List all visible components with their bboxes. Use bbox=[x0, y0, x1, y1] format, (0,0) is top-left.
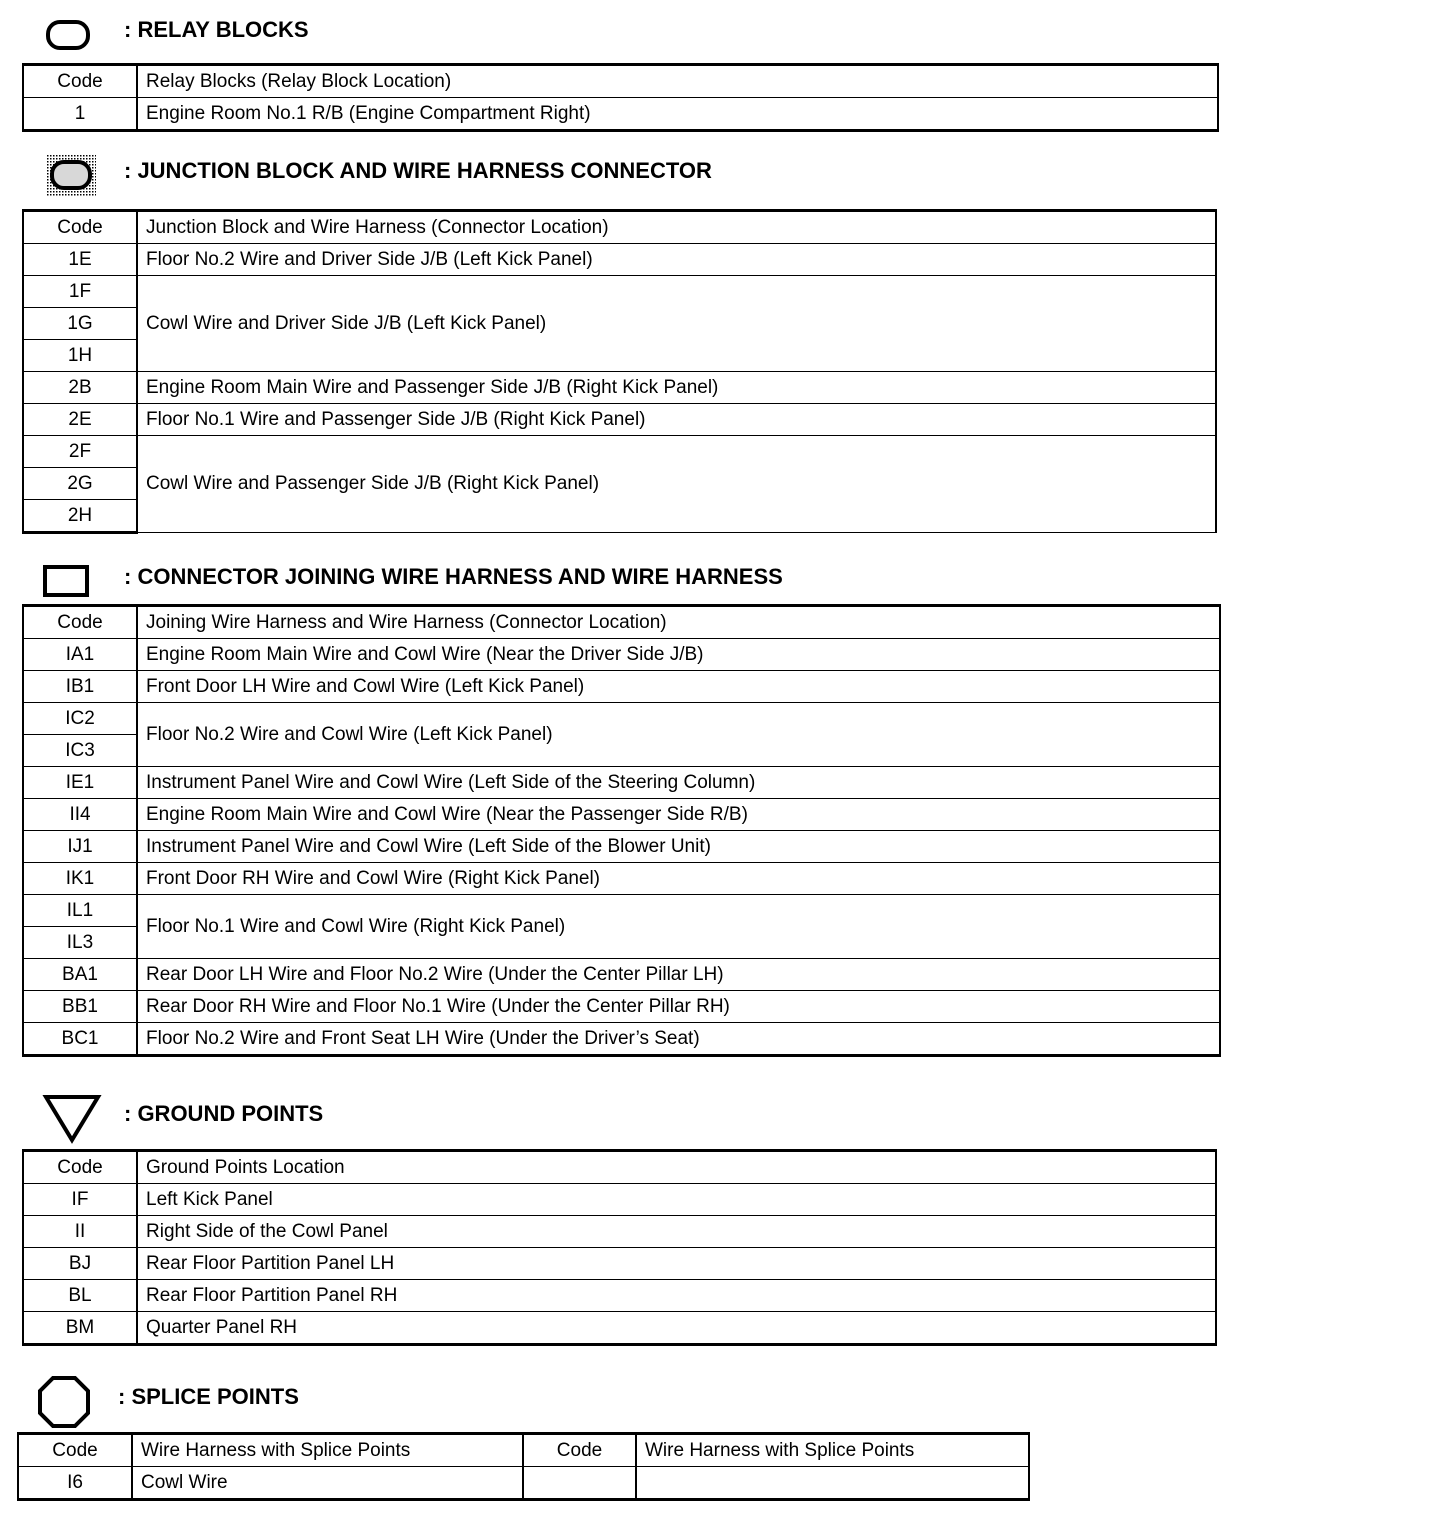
description-cell: Right Side of the Cowl Panel bbox=[137, 1216, 1216, 1248]
header-description: Junction Block and Wire Harness (Connector Location) bbox=[137, 211, 1216, 244]
ground-point-symbol-icon bbox=[42, 1093, 102, 1145]
table-row bbox=[23, 831, 1220, 863]
table-row bbox=[23, 959, 1220, 991]
table-row bbox=[23, 1023, 1220, 1056]
header-description: Wire Harness with Splice Points bbox=[132, 1434, 523, 1467]
header-code: Code bbox=[23, 1151, 137, 1184]
header-code: Code bbox=[18, 1434, 132, 1467]
table-row bbox=[23, 244, 1216, 276]
junction-block-title: : JUNCTION BLOCK AND WIRE HARNESS CONNECTOR bbox=[124, 158, 712, 183]
description-cell: Rear Floor Partition Panel LH bbox=[137, 1248, 1216, 1280]
code-cell: II4 bbox=[23, 799, 137, 831]
header-code: Code bbox=[23, 606, 137, 639]
code-cell: IE1 bbox=[23, 767, 137, 799]
description-cell: Rear Door RH Wire and Floor No.1 Wire (Under the Center Pillar RH) bbox=[137, 991, 1220, 1023]
code-cell: IL1 bbox=[23, 895, 137, 927]
code-cell: IK1 bbox=[23, 863, 137, 895]
code-cell: 1H bbox=[23, 340, 137, 372]
relay-blocks-table bbox=[22, 63, 1219, 132]
table-header-row bbox=[23, 606, 1220, 639]
code-cell: 1E bbox=[23, 244, 137, 276]
code-cell: IB1 bbox=[23, 671, 137, 703]
code-cell: IC2 bbox=[23, 703, 137, 735]
table-row bbox=[23, 767, 1220, 799]
table-row bbox=[23, 1312, 1216, 1345]
header-description: Ground Points Location bbox=[137, 1151, 1216, 1184]
description-cell: Rear Door LH Wire and Floor No.2 Wire (Under the Center Pillar LH) bbox=[137, 959, 1220, 991]
description-cell: Instrument Panel Wire and Cowl Wire (Left Side of the Blower Unit) bbox=[137, 831, 1220, 863]
table-row bbox=[23, 372, 1216, 404]
code-cell: BA1 bbox=[23, 959, 137, 991]
table-header-row bbox=[23, 211, 1216, 244]
header-description: Relay Blocks (Relay Block Location) bbox=[137, 65, 1218, 98]
description-cell: Quarter Panel RH bbox=[137, 1312, 1216, 1345]
table-row bbox=[23, 991, 1220, 1023]
table-header-row bbox=[23, 65, 1218, 98]
code-cell: IA1 bbox=[23, 639, 137, 671]
code-cell: BB1 bbox=[23, 991, 137, 1023]
code-cell bbox=[523, 1467, 636, 1500]
description-cell: Front Door RH Wire and Cowl Wire (Right Kick Panel) bbox=[137, 863, 1220, 895]
description-cell: Floor No.2 Wire and Driver Side J/B (Left Kick Panel) bbox=[137, 244, 1216, 276]
description-cell: Front Door LH Wire and Cowl Wire (Left Kick Panel) bbox=[137, 671, 1220, 703]
description-cell: Left Kick Panel bbox=[137, 1184, 1216, 1216]
description-cell: Engine Room No.1 R/B (Engine Compartment Right) bbox=[137, 98, 1218, 131]
code-cell: BM bbox=[23, 1312, 137, 1345]
junction-block-symbol-icon bbox=[44, 152, 98, 198]
header-code: Code bbox=[23, 211, 137, 244]
table-row bbox=[23, 671, 1220, 703]
splice-point-symbol-icon bbox=[36, 1374, 92, 1430]
code-cell: I6 bbox=[18, 1467, 132, 1500]
description-cell: Cowl Wire and Driver Side J/B (Left Kick Panel) bbox=[137, 276, 1216, 372]
table-row bbox=[23, 1280, 1216, 1312]
description-cell: Floor No.2 Wire and Front Seat LH Wire (Under the Driver’s Seat) bbox=[137, 1023, 1220, 1056]
table-row bbox=[23, 98, 1218, 131]
ground-points-title: : GROUND POINTS bbox=[124, 1101, 324, 1126]
description-cell: Rear Floor Partition Panel RH bbox=[137, 1280, 1216, 1312]
description-cell: Engine Room Main Wire and Cowl Wire (Near the Passenger Side R/B) bbox=[137, 799, 1220, 831]
relay-block-symbol-icon bbox=[44, 18, 92, 52]
description-cell: Cowl Wire and Passenger Side J/B (Right Kick Panel) bbox=[137, 436, 1216, 533]
description-cell: Engine Room Main Wire and Passenger Side J/B (Right Kick Panel) bbox=[137, 372, 1216, 404]
description-cell bbox=[636, 1467, 1029, 1500]
connector-table bbox=[22, 604, 1221, 1057]
description-cell: Instrument Panel Wire and Cowl Wire (Left Side of the Steering Column) bbox=[137, 767, 1220, 799]
relay-blocks-title: : RELAY BLOCKS bbox=[124, 17, 309, 42]
code-cell: IJ1 bbox=[23, 831, 137, 863]
code-cell: IF bbox=[23, 1184, 137, 1216]
code-cell: 2E bbox=[23, 404, 137, 436]
code-cell: 2G bbox=[23, 468, 137, 500]
table-row bbox=[23, 436, 1216, 468]
code-cell: BL bbox=[23, 1280, 137, 1312]
header-code: Code bbox=[23, 65, 137, 98]
table-row bbox=[23, 703, 1220, 735]
description-cell: Floor No.1 Wire and Cowl Wire (Right Kick Panel) bbox=[137, 895, 1220, 959]
code-cell: 1G bbox=[23, 308, 137, 340]
code-cell: BJ bbox=[23, 1248, 137, 1280]
table-row bbox=[23, 639, 1220, 671]
code-cell: 2B bbox=[23, 372, 137, 404]
table-row bbox=[18, 1467, 1029, 1500]
code-cell: IL3 bbox=[23, 927, 137, 959]
description-cell: Floor No.2 Wire and Cowl Wire (Left Kick Panel) bbox=[137, 703, 1220, 767]
header-description: Wire Harness with Splice Points bbox=[636, 1434, 1029, 1467]
connector-symbol-icon bbox=[42, 563, 90, 599]
table-row bbox=[23, 1248, 1216, 1280]
header-code: Code bbox=[523, 1434, 636, 1467]
table-header-row bbox=[18, 1434, 1029, 1467]
table-row bbox=[23, 404, 1216, 436]
code-cell: II bbox=[23, 1216, 137, 1248]
ground-points-table bbox=[22, 1149, 1217, 1346]
table-row bbox=[23, 895, 1220, 927]
description-cell: Floor No.1 Wire and Passenger Side J/B (Right Kick Panel) bbox=[137, 404, 1216, 436]
junction-block-table bbox=[22, 209, 1217, 534]
code-cell: IC3 bbox=[23, 735, 137, 767]
table-row bbox=[23, 276, 1216, 308]
code-cell: 2H bbox=[23, 500, 137, 533]
code-cell: 1F bbox=[23, 276, 137, 308]
table-header-row bbox=[23, 1151, 1216, 1184]
table-row bbox=[23, 1184, 1216, 1216]
splice-points-table bbox=[17, 1432, 1030, 1501]
connector-title: : CONNECTOR JOINING WIRE HARNESS AND WIRE HARNESS bbox=[124, 564, 783, 589]
splice-points-title: : SPLICE POINTS bbox=[118, 1384, 299, 1409]
table-row bbox=[23, 799, 1220, 831]
code-cell: 1 bbox=[23, 98, 137, 131]
description-cell: Cowl Wire bbox=[132, 1467, 523, 1500]
description-cell: Engine Room Main Wire and Cowl Wire (Near the Driver Side J/B) bbox=[137, 639, 1220, 671]
header-description: Joining Wire Harness and Wire Harness (Connector Location) bbox=[137, 606, 1220, 639]
table-row bbox=[23, 863, 1220, 895]
code-cell: BC1 bbox=[23, 1023, 137, 1056]
code-cell: 2F bbox=[23, 436, 137, 468]
table-row bbox=[23, 1216, 1216, 1248]
